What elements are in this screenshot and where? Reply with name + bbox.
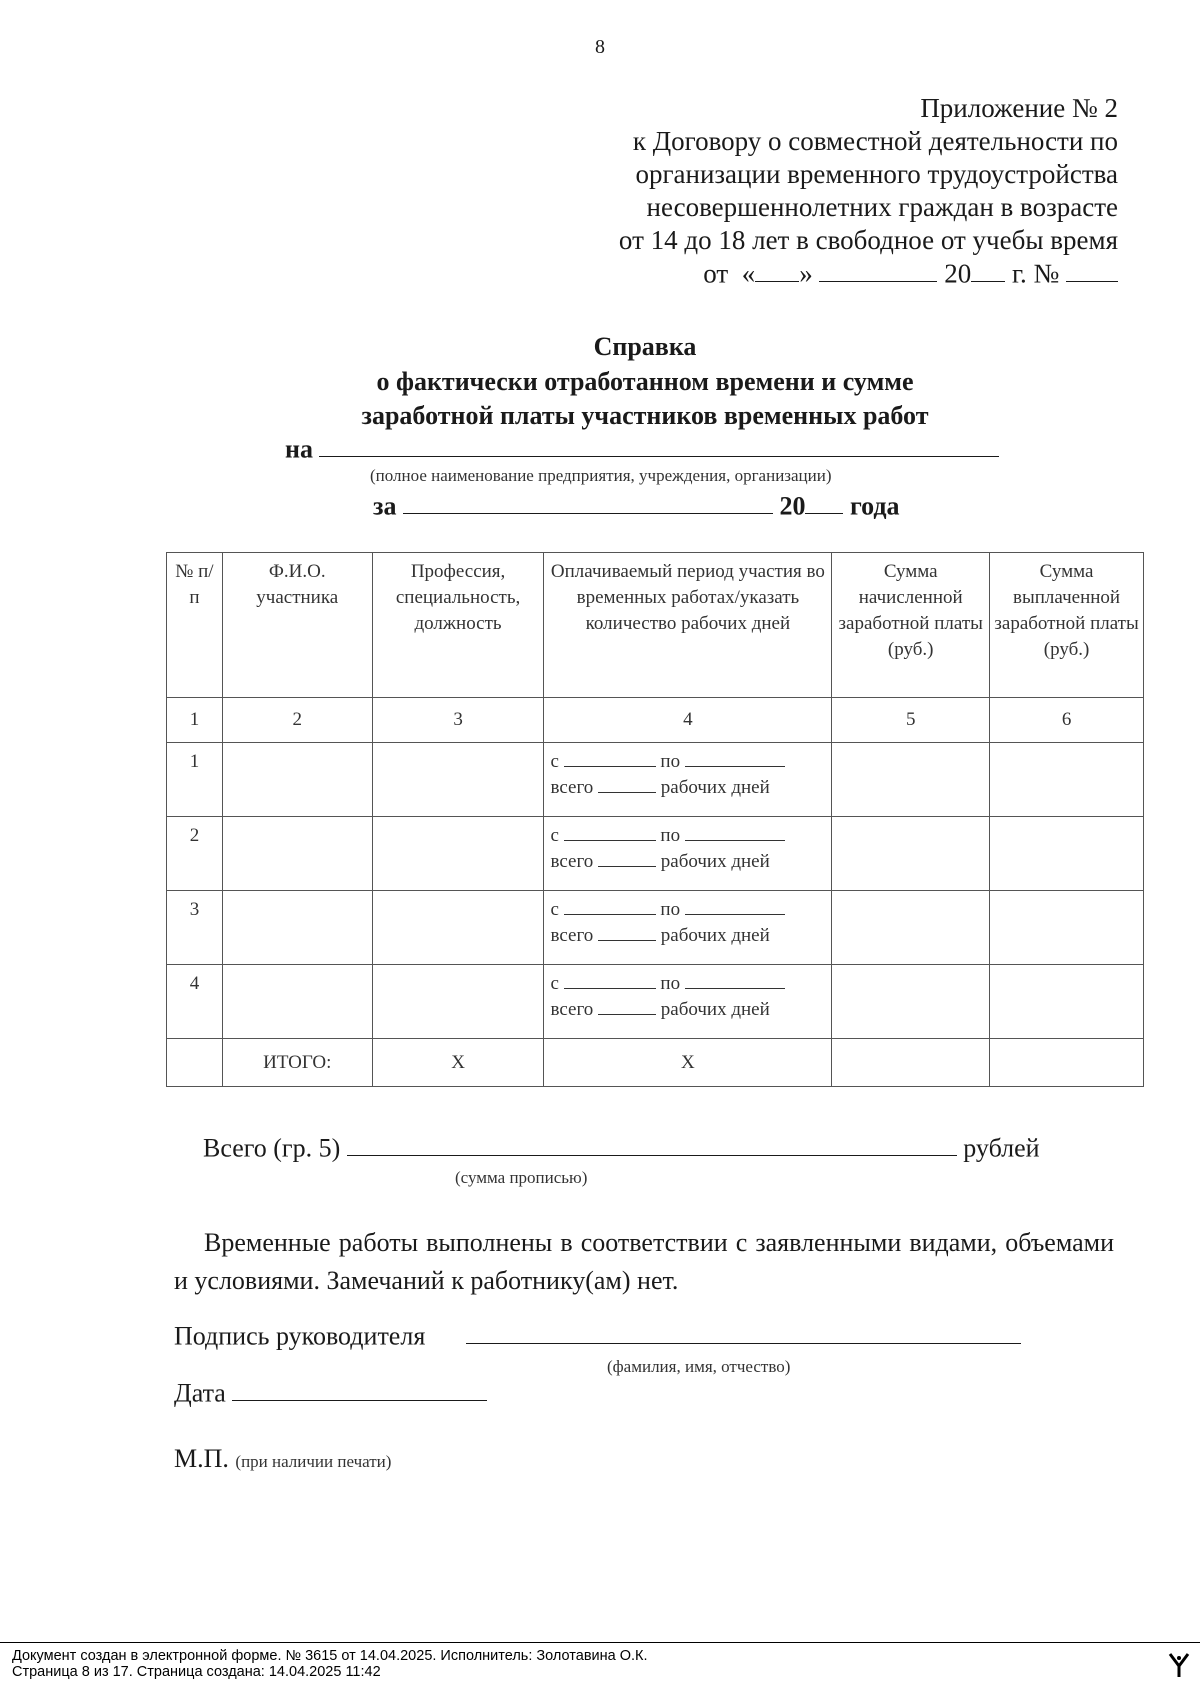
- page-number: 8: [595, 36, 605, 58]
- days-blank[interactable]: [598, 923, 656, 941]
- header-cell: Сумма начисленной заработной платы (руб.): [832, 553, 990, 698]
- period-year-blank[interactable]: [805, 490, 843, 514]
- doc-subtitle-2: заработной платы участников временных работ: [361, 401, 929, 430]
- doc-subtitle-1: о фактически отработанном времени и сумме: [376, 367, 914, 396]
- org-hint: (полное наименование предприятия, учреждения, организации): [370, 466, 832, 485]
- header-cell: Оплачиваемый период участия во временных работах/указать количество рабочих дней: [544, 553, 832, 698]
- fio-cell[interactable]: [222, 891, 372, 965]
- total-label: ИТОГО:: [222, 1039, 372, 1087]
- footer-line: Страница 8 из 17. Страница создана: 14.04.2025 11:42: [12, 1664, 381, 1680]
- paid-cell[interactable]: [990, 965, 1144, 1039]
- total-paid-cell[interactable]: [990, 1039, 1144, 1087]
- total-row: [167, 1039, 1144, 1087]
- total-x-mark: Х: [544, 1039, 832, 1087]
- sum-hint: (сумма прописью): [455, 1168, 588, 1187]
- footer-rule: [0, 1642, 1200, 1643]
- row-number: 1: [167, 743, 223, 817]
- hours-table: [166, 552, 1144, 1087]
- annex-line: несовершеннолетних граждан в возрасте: [646, 192, 1118, 222]
- org-name-blank[interactable]: [319, 433, 999, 457]
- column-number: 2: [222, 698, 372, 743]
- signature-hint: (фамилия, имя, отчество): [607, 1357, 791, 1376]
- period-line: за 20 года: [373, 491, 900, 521]
- fio-cell[interactable]: [222, 817, 372, 891]
- days-blank[interactable]: [598, 997, 656, 1015]
- date-blank[interactable]: [232, 1377, 487, 1401]
- period-cell: с по всего рабочих дней: [544, 743, 832, 817]
- annex-date-line: от « » 20 г. №: [619, 257, 1118, 290]
- annex-line: к Договору о совместной деятельности по: [632, 126, 1118, 156]
- from-blank[interactable]: [564, 897, 656, 915]
- table-row: [167, 965, 1144, 1039]
- row-number: 2: [167, 817, 223, 891]
- column-number: 3: [372, 698, 544, 743]
- doc-title: Справка: [593, 332, 697, 361]
- to-blank[interactable]: [685, 823, 785, 841]
- annex-line: от 14 до 18 лет в свободное от учебы время: [618, 225, 1118, 255]
- table-row: [167, 891, 1144, 965]
- header-cell: Сумма выплаченной заработной платы (руб.): [990, 553, 1144, 698]
- header-cell: № п/п: [167, 553, 223, 698]
- fio-cell[interactable]: [222, 743, 372, 817]
- total-accrued-cell[interactable]: [832, 1039, 990, 1087]
- from-blank[interactable]: [564, 823, 656, 841]
- paid-cell[interactable]: [990, 891, 1144, 965]
- to-blank[interactable]: [685, 897, 785, 915]
- emblem-icon: [1168, 1652, 1190, 1678]
- accrued-cell[interactable]: [832, 891, 990, 965]
- column-number: 4: [544, 698, 832, 743]
- signature-line: Подпись руководителя: [174, 1320, 1021, 1351]
- period-cell: с по всего рабочих дней: [544, 891, 832, 965]
- year-blank[interactable]: [971, 257, 1005, 282]
- paid-cell[interactable]: [990, 743, 1144, 817]
- date-line: Дата: [174, 1377, 487, 1408]
- annex-line: организации временного трудоустройства: [635, 159, 1118, 189]
- to-blank[interactable]: [685, 749, 785, 767]
- from-blank[interactable]: [564, 971, 656, 989]
- column-number-row: [167, 698, 1144, 743]
- fio-cell[interactable]: [222, 965, 372, 1039]
- row-number: 4: [167, 965, 223, 1039]
- row-number: 3: [167, 891, 223, 965]
- days-blank[interactable]: [598, 849, 656, 867]
- stamp-line: М.П. (при наличии печати): [174, 1444, 392, 1473]
- accrued-cell[interactable]: [832, 817, 990, 891]
- profession-cell[interactable]: [372, 891, 544, 965]
- footer: [12, 1648, 648, 1680]
- statement-paragraph: Временные работы выполнены в соответствии с заявленными видами, объемами и условиями. Замечаний к работнику(ам) нет.: [174, 1228, 1114, 1295]
- signature-blank[interactable]: [466, 1320, 1021, 1344]
- annex-line: Приложение № 2: [920, 93, 1118, 123]
- table-row: [167, 743, 1144, 817]
- column-number: 6: [990, 698, 1144, 743]
- footer-line: Документ создан в электронной форме. № 3615 от 14.04.2025. Исполнитель: Золотавина О.К.: [12, 1648, 648, 1664]
- total-x-mark: Х: [372, 1039, 544, 1087]
- summary-line: Всего (гр. 5) рублей: [203, 1133, 1040, 1163]
- day-blank[interactable]: [755, 257, 799, 282]
- month-blank[interactable]: [819, 257, 937, 282]
- table-row: [167, 817, 1144, 891]
- period-blank[interactable]: [403, 490, 773, 514]
- org-line: на: [285, 433, 999, 464]
- column-number: 1: [167, 698, 223, 743]
- to-blank[interactable]: [685, 971, 785, 989]
- profession-cell[interactable]: [372, 965, 544, 1039]
- number-blank[interactable]: [1066, 257, 1118, 282]
- sum-in-words-blank[interactable]: [347, 1132, 957, 1156]
- accrued-cell[interactable]: [832, 965, 990, 1039]
- header-cell: Профессия, специальность, должность: [372, 553, 544, 698]
- annex-header: [619, 92, 1118, 290]
- profession-cell[interactable]: [372, 743, 544, 817]
- accrued-cell[interactable]: [832, 743, 990, 817]
- column-number: 5: [832, 698, 990, 743]
- header-cell: Ф.И.О. участника: [222, 553, 372, 698]
- period-cell: с по всего рабочих дней: [544, 965, 832, 1039]
- period-cell: с по всего рабочих дней: [544, 817, 832, 891]
- days-blank[interactable]: [598, 775, 656, 793]
- paid-cell[interactable]: [990, 817, 1144, 891]
- table-header-row: [167, 553, 1144, 698]
- from-blank[interactable]: [564, 749, 656, 767]
- profession-cell[interactable]: [372, 817, 544, 891]
